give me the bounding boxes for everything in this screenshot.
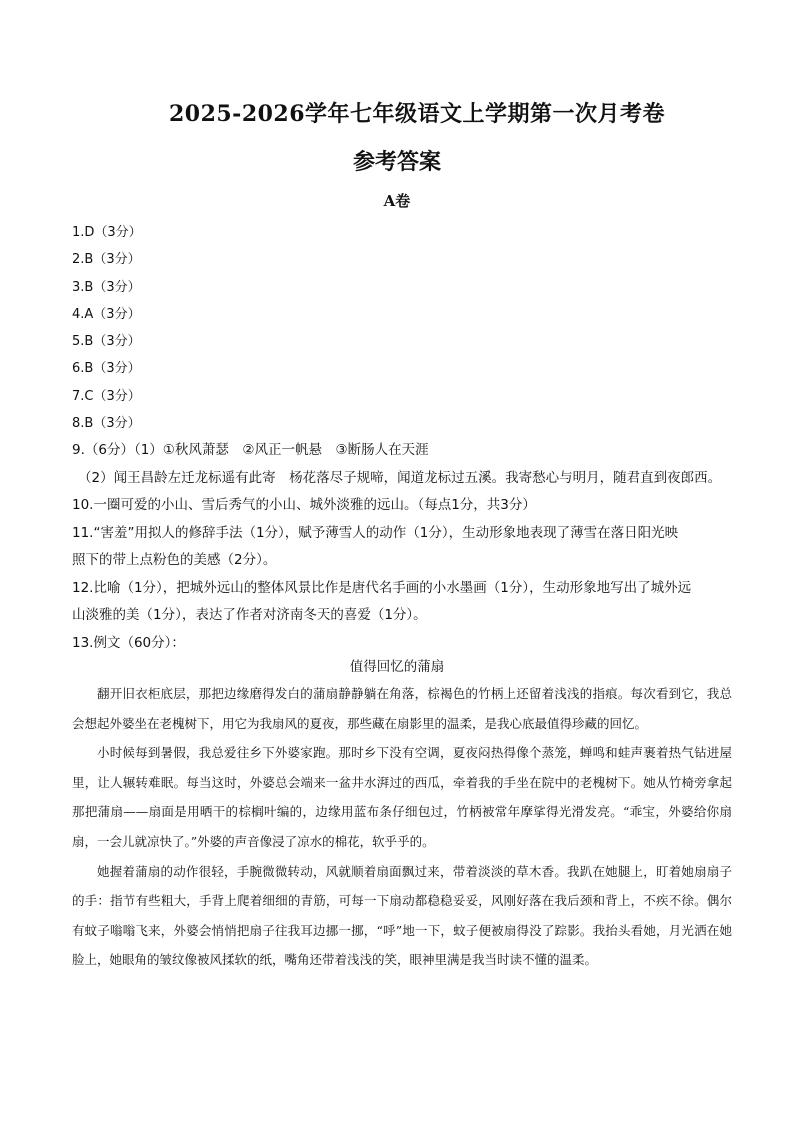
essay-paragraph: 翻开旧衣柜底层，那把边缘磨得发白的蒲扇静静躺在角落，棕褐色的竹柄上还留着浅浅的指痕。每次看到它，我总会想起外婆坐在老槐树下，用它为我扇风的夏夜，那些藏在扇影里的温柔，是我心底最值得珍藏的回忆。 (72, 686, 732, 731)
short-answers (72, 437, 732, 657)
multiple-choice-answers (72, 219, 732, 437)
q9-line2: （2）闻王昌龄左迁龙标遥有此寄 杨花落尽子规啼，闻道龙标过五溪。我寄愁心与明月，随君直到夜郎西。 (78, 469, 722, 486)
answer-row: 8.B（3分） (72, 416, 141, 432)
answer-row: 3.B（3分） (72, 279, 141, 295)
answer-row: 5.B（3分） (72, 334, 141, 350)
essay-title: 值得回忆的蒲扇 (349, 659, 445, 675)
q11-line1: 11.“害羞”用拟人的修辞手法（1分），赋予薄雪人的动作（1分），生动形象地表现了薄雪在落日阳光映 (72, 524, 679, 541)
q12-line1: 12.比喻（1分），把城外远山的整体风景比作是唐代名手画的小水墨画（1分），生动形象地写出了城外远 (72, 579, 692, 596)
q10-answer: 10.一圈可爱的小山、雪后秀气的小山、城外淡雅的远山。（每点1分，共3分） (72, 497, 536, 513)
document-title: 2025-2026学年七年级语文上学期第一次月考卷 (168, 101, 666, 127)
answer-row: 6.B（3分） (72, 361, 141, 377)
answer-row: 2.B（3分） (72, 252, 141, 268)
section-heading: A卷 (383, 192, 411, 210)
essay-paragraph: 她握着蒲扇的动作很轻，手腕微微转动，风就顺着扇面飘过来，带着淡淡的草木香。我趴在她腿上，盯着她扇扇子的手：指节有些粗大，手背上爬着细细的青筋，可每一下扇动都稳稳妥妥，风刚好落在我后颈和背上，不疾不徐。偶尔有蚊子嗡嗡飞来，外婆会悄悄把扇子往我耳边挪一挪，“呼”地一下，蚊子便被扇得没了踪影。我抬头看她，月光洒在她脸上，她眼角的皱纹像被风揉软的纸，嘴角还带着浅浅的笑，眼神里满是我当时读不懂的温柔。 (72, 863, 732, 968)
q9-line1: 9.（6分）（1）①秋风萧瑟 ②风正一帆悬 ③断肠人在天涯 (72, 442, 429, 458)
answer-row: 4.A（3分） (72, 306, 141, 322)
essay-body (72, 679, 732, 975)
q13-label: 13.例文（60分）： (72, 634, 185, 651)
answer-row: 7.C（3分） (72, 388, 141, 404)
q11-line2: 照下的带上点粉色的美感（2分）。 (72, 552, 277, 568)
document-subtitle: 参考答案 (352, 149, 441, 175)
answer-row: 1.D（3分） (72, 225, 142, 240)
essay-paragraph: 小时候每到暑假，我总爱往乡下外婆家跑。那时乡下没有空调，夏夜闷热得像个蒸笼，蝉鸣和蛙声裹着热气钻进屋里，让人辗转难眠。每当这时，外婆总会端来一盆井水湃过的西瓜，牵着我的手坐在院中的老槐树下。她从竹椅旁拿起那把蒲扇——扇面是用晒干的棕榈叶编的，边缘用蓝布条仔细包过，竹柄被常年摩挲得光滑发亮。“乖宝，外婆给你扇扇，一会儿就凉快了。”外婆的声音像浸了凉水的棉花，软乎乎的。 (72, 745, 732, 849)
q12-line2: 山淡雅的美（1分），表达了作者对济南冬天的喜爱（1分）。 (72, 607, 427, 623)
